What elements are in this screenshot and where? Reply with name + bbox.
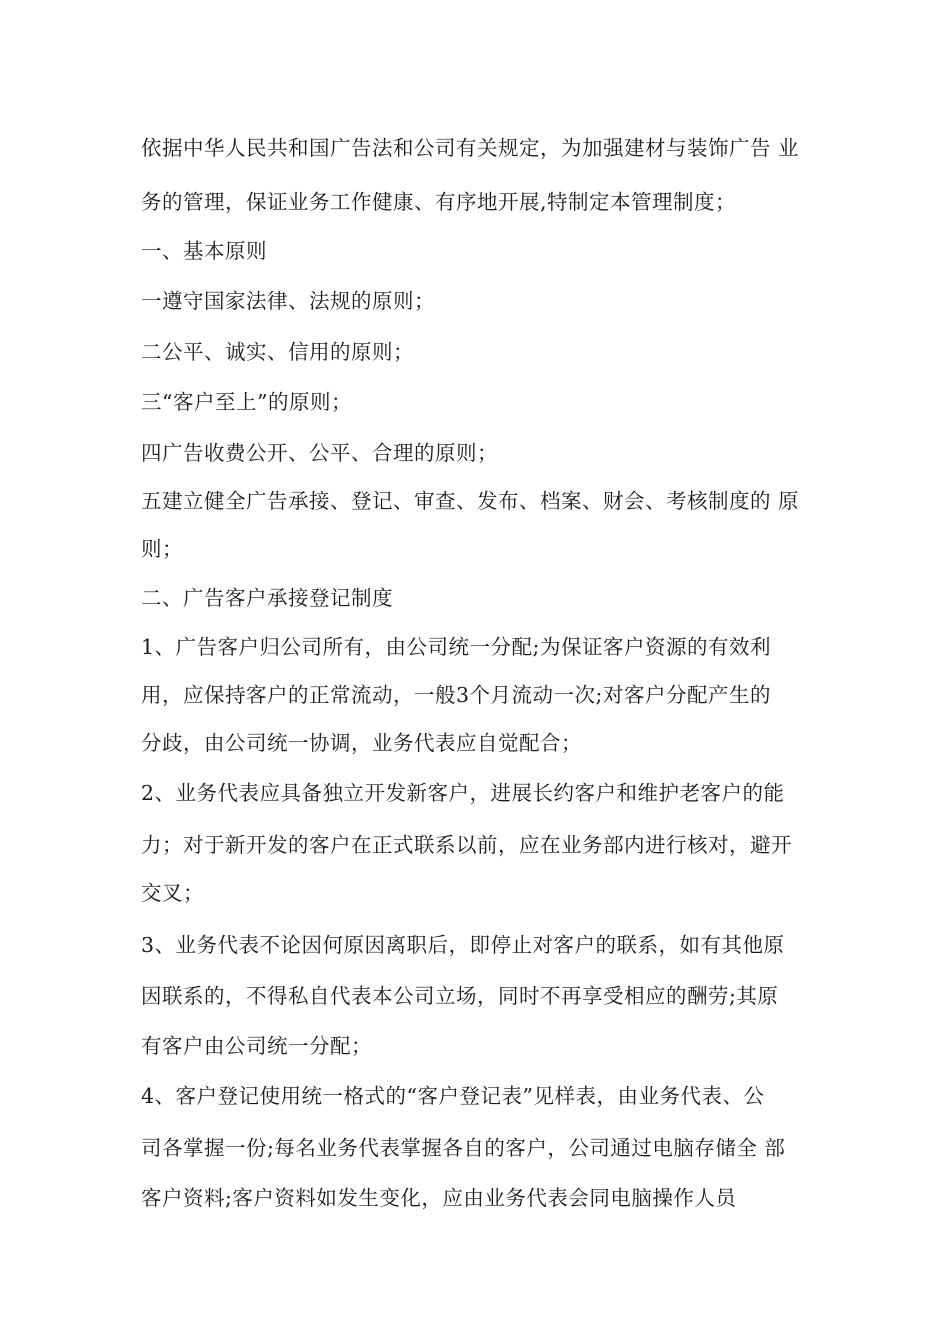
section-heading: 一、基本原则 [141, 239, 267, 263]
list-item: 则； [141, 537, 183, 561]
paragraph-line: 用，应保持客户的正常流动，一般3个月流动一次;对客户分配产生的 [141, 683, 771, 707]
list-item: 四广告收费公开、公平、合理的原则； [141, 441, 498, 465]
list-item: 二公平、诚实、信用的原则； [141, 340, 414, 364]
paragraph-line: 1、广告客户归公司所有，由公司统一分配;为保证客户资源的有效利 [141, 635, 771, 659]
paragraph-line: 力；对于新开发的客户在正式联系以前，应在业务部内进行核对，避开 [141, 833, 792, 857]
paragraph-line: 务的管理，保证业务工作健康、有序地开展,特制定本管理制度； [141, 190, 737, 214]
list-item: 三“客户至上”的原则； [141, 390, 352, 414]
paragraph-line: 分歧，由公司统一协调，业务代表应自觉配合； [141, 731, 582, 755]
paragraph-line: 4、客户登记使用统一格式的“客户登记表”见样表，由业务代表、公 [141, 1084, 765, 1108]
list-item: 五建立健全广告承接、登记、审查、发布、档案、财会、考核制度的 原 [141, 489, 800, 513]
list-item: 一遵守国家法律、法规的原则； [141, 289, 435, 313]
paragraph-line: 依据中华人民共和国广告法和公司有关规定，为加强建材与装饰广告 业 [141, 136, 800, 160]
section-heading: 二、广告客户承接登记制度 [141, 586, 393, 610]
paragraph-line: 因联系的，不得私自代表本公司立场，同时不再享受相应的酬劳;其原 [141, 984, 779, 1008]
paragraph-line: 客户资料;客户资料如发生变化，应由业务代表会同电脑操作人员 [141, 1186, 737, 1210]
paragraph-line: 3、业务代表不论因何原因离职后，即停止对客户的联系，如有其他原 [141, 933, 785, 957]
paragraph-line: 交叉； [141, 881, 204, 905]
paragraph-line: 有客户由公司统一分配； [141, 1034, 372, 1058]
paragraph-line: 司各掌握一份;每名业务代表掌握各自的客户，公司通过电脑存储全 部 [141, 1136, 786, 1160]
paragraph-line: 2、业务代表应具备独立开发新客户，进展长约客户和维护老客户的能 [141, 781, 785, 805]
